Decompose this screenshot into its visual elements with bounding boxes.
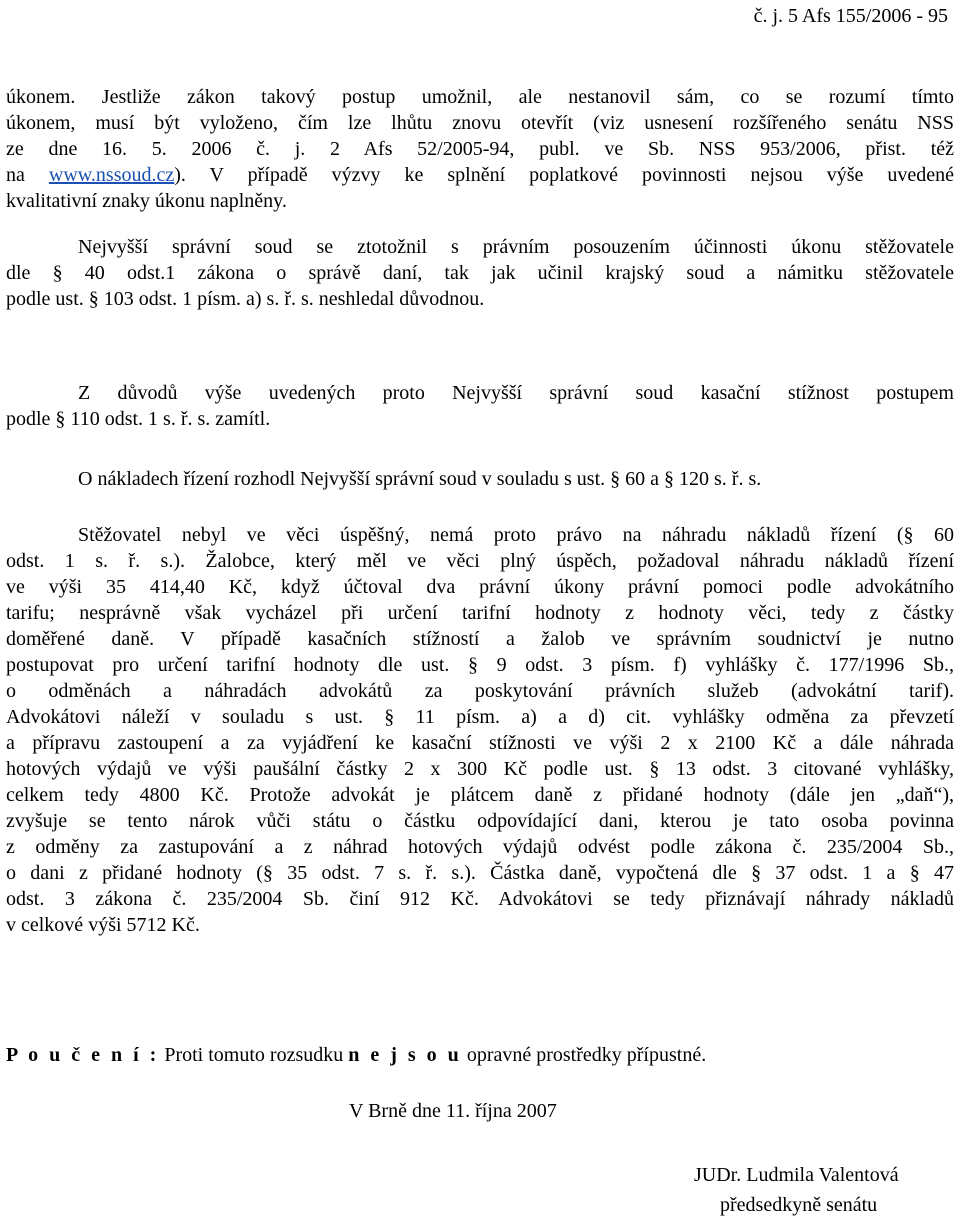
text-line: odst. 1 s. ř. s.). Žalobce, který měl ve věci plný úspěch, požadoval náhradu nákladů řízení xyxy=(6,550,954,572)
text-line: O nákladech řízení rozhodl Nejvyšší správní soud v souladu s ust. § 60 a § 120 s. ř. s. xyxy=(78,468,762,490)
text-line-with-link xyxy=(6,162,954,188)
paragraph-dismissal xyxy=(6,380,954,432)
text-line: ze dne 16. 5. 2006 č. j. 2 Afs 52/2005-94, publ. ve Sb. NSS 953/2006, přist. též xyxy=(6,138,954,160)
signatory-role: předsedkyně senátu xyxy=(720,1194,878,1216)
place-and-date: V Brně dne 11. října 2007 xyxy=(349,1100,557,1122)
text-line: tarifu; nesprávně však vycházel při určení tarifní hodnoty z hodnoty věci, tedy z částky xyxy=(6,602,954,624)
legal-instruction xyxy=(6,1044,706,1067)
text-line: podle § 110 odst. 1 s. ř. s. zamítl. xyxy=(6,408,271,430)
case-reference: č. j. 5 Afs 155/2006 - 95 xyxy=(753,5,948,27)
text-line: doměřené daně. V případě kasačních stížností a žalob ve správním soudnictví je nutno xyxy=(6,628,954,650)
text-line: a přípravu zastoupení a za vyjádření ke kasační stížnosti ve výši 2 x 2100 Kč a dále náhrada xyxy=(6,732,954,754)
text-line: o odměnách a náhradách advokátů za poskytování právních služeb (advokátní tarif). xyxy=(6,680,954,702)
text-line: úkonem. Jestliže zákon takový postup umožnil, ale nestanovil sám, co se rozumí tímto xyxy=(6,86,954,108)
text-line: o dani z přidané hodnoty (§ 35 odst. 7 s. ř. s.). Částka daně, vypočtená dle § 37 odst. 1 a § 47 xyxy=(6,862,954,884)
text-fragment: ). V případě výzvy ke splnění poplatkové povinnosti nejsou výše uvedené xyxy=(174,164,954,186)
paragraph-costs-decision xyxy=(6,466,954,492)
paragraph-costs-reasoning xyxy=(6,522,954,938)
paragraph-court-agrees xyxy=(6,234,954,312)
text-line: v celkové výši 5712 Kč. xyxy=(6,914,200,936)
text-line: postupovat pro určení tarifní hodnoty dle ust. § 9 odst. 3 písm. f) vyhlášky č. 177/1996 Sb., xyxy=(6,654,954,676)
text-line: kvalitativní znaky úkonu naplněny. xyxy=(6,190,287,212)
signature-block xyxy=(694,1160,899,1220)
text-line: hotových výdajů ve výši paušální částky 2 x 300 Kč podle ust. § 13 odst. 3 citované vyhlášky, xyxy=(6,758,954,780)
instruction-emphasis: n e j s o u xyxy=(348,1044,462,1066)
instruction-text: Proti tomuto rozsudku xyxy=(159,1044,349,1066)
text-line: celkem tedy 4800 Kč. Protože advokát je plátcem daně z přidané hodnoty (dále jen „daň“), xyxy=(6,784,954,806)
text-line: zvyšuje se tento nárok vůči státu o částku odpovídající dani, kterou je tato osoba povinna xyxy=(6,810,954,832)
nssoud-link[interactable]: www.nssoud.cz xyxy=(48,164,175,186)
text-line: Z důvodů výše uvedených proto Nejvyšší správní soud kasační stížnost postupem xyxy=(78,382,954,404)
instruction-text: opravné prostředky přípustné. xyxy=(461,1044,707,1066)
instruction-label: P o u č e n í : xyxy=(6,1044,160,1066)
paragraph-reopening xyxy=(6,84,954,214)
text-line: dle § 40 odst.1 zákona o správě daní, tak jak učinil krajský soud a námitku stěžovatele xyxy=(6,262,954,284)
text-line: ve výši 35 414,40 Kč, když účtoval dva právní úkony právní pomoci podle advokátního xyxy=(6,576,954,598)
text-line: úkonem, musí být vyloženo, čím lze lhůtu znovu otevřít (viz usnesení rozšířeného senátu NSS xyxy=(6,112,954,134)
text-line: podle ust. § 103 odst. 1 písm. a) s. ř. s. neshledal důvodnou. xyxy=(6,288,485,310)
text-line: z odměny za zastupování a z náhrad hotových výdajů odvést podle zákona č. 235/2004 Sb., xyxy=(6,836,954,858)
signatory-name: JUDr. Ludmila Valentová xyxy=(694,1164,899,1186)
text-line: Advokátovi náleží v souladu s ust. § 11 písm. a) a d) cit. vyhlášky odměna za převzetí xyxy=(6,706,954,728)
text-fragment: na xyxy=(6,164,49,186)
text-line: Stěžovatel nebyl ve věci úspěšný, nemá proto právo na náhradu nákladů řízení (§ 60 xyxy=(78,524,954,546)
text-line: odst. 3 zákona č. 235/2004 Sb. činí 912 Kč. Advokátovi se tedy přiznávají náhrady nákladů xyxy=(6,888,954,910)
text-line: Nejvyšší správní soud se ztotožnil s právním posouzením účinnosti úkonu stěžovatele xyxy=(78,236,954,258)
